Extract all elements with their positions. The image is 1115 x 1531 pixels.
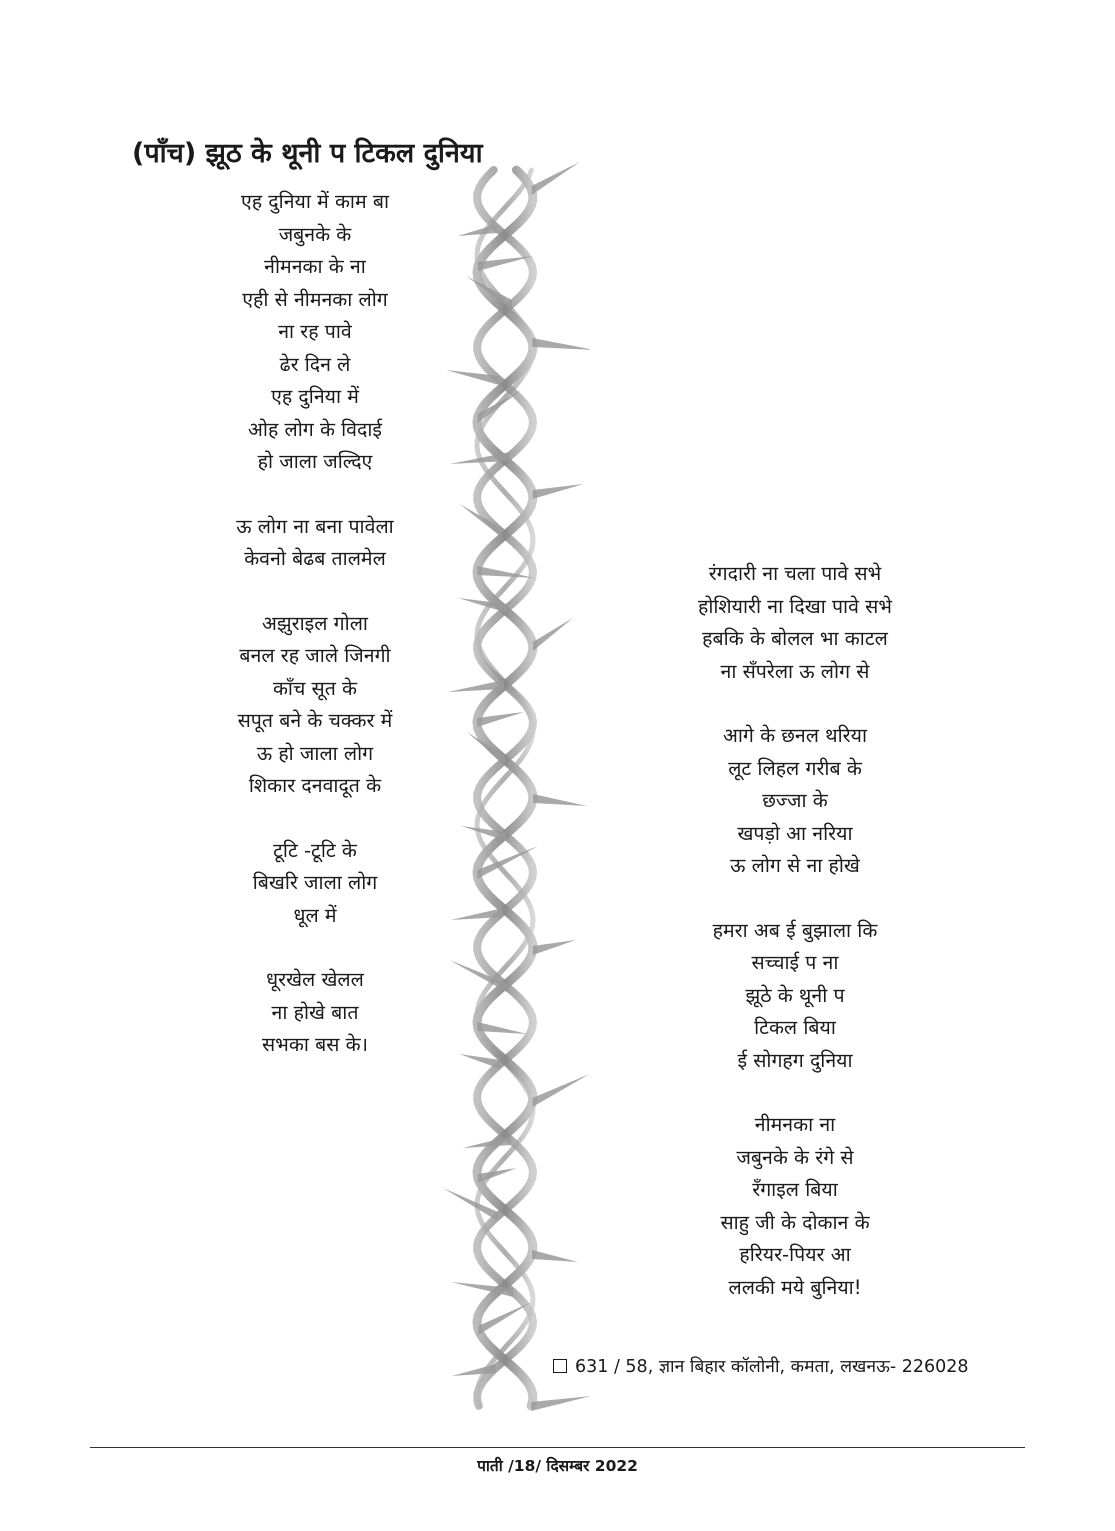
- poem-stanza: [630, 720, 960, 883]
- poem-line: एह दुनिया में: [271, 385, 359, 408]
- poem-line: सभका बस के।: [262, 1033, 368, 1056]
- poem-stanza: [150, 964, 480, 1062]
- poem-stanza: [630, 558, 960, 688]
- poem-stanza: [630, 1109, 960, 1304]
- poem-stanza: [630, 915, 960, 1078]
- poem-line: सपूत बने के चक्कर में: [237, 709, 393, 732]
- poem-line: नीमनका के ना: [264, 255, 366, 278]
- poem-line: झूठे के थूनी प: [745, 983, 845, 1007]
- poem-line: एह दुनिया में काम बा: [240, 190, 390, 213]
- page-footer: पाती /18/ दिसम्बर 2022: [477, 1457, 638, 1475]
- poem-line: टिकल बिया: [754, 1016, 836, 1039]
- footer-divider: [90, 1447, 1025, 1448]
- poem-line: ई सोगहग दुनिया: [737, 1048, 853, 1072]
- poem-title: (पाँच) झूठ के थूनी प टिकल दुनिया: [132, 138, 483, 169]
- poem-line: जबुनके के रंगे से: [736, 1145, 854, 1169]
- poem-line: हबकि के बोलल भा काटल: [702, 627, 888, 650]
- poem-line: आगे के छनल थरिया: [722, 724, 868, 747]
- poem-line: ओह लोग के विदाई: [248, 417, 382, 441]
- author-address: [553, 1354, 969, 1378]
- poem-line: ऊ हो जाला लोग: [256, 741, 374, 765]
- poem-line: ना होखे बात: [271, 1000, 359, 1024]
- poem-line: रंगदारी ना चला पावे सभे: [708, 562, 882, 585]
- poem-line: हरियर-पियर आ: [739, 1243, 851, 1266]
- poem-line: साहु जी के दोकान के: [720, 1210, 870, 1234]
- poem-left-column: [150, 186, 480, 1094]
- poem-line: धूल में: [293, 903, 337, 927]
- poem-line: ना रह पावे: [278, 320, 352, 343]
- poem-line: अझुराइल गोला: [262, 611, 368, 635]
- poem-line: रँगाइल बिया: [752, 1178, 838, 1201]
- poem-line: केवनो बेढब तालमेल: [244, 547, 386, 570]
- square-bullet-icon: [553, 1359, 567, 1373]
- poem-stanza: [150, 186, 480, 479]
- poem-line: हमरा अब ई बुझाला कि: [712, 918, 878, 942]
- poem-line: ना सँपरेला ऊ लोग से: [720, 659, 870, 683]
- poem-line: सच्चाई प ना: [751, 951, 839, 974]
- poem-line: जबुनके के: [278, 222, 352, 246]
- address-text: 631 / 58, ज्ञान बिहार कॉलोनी, कमता, लखनऊ- 226028: [575, 1357, 969, 1377]
- poem-right-column: [630, 558, 960, 1336]
- poem-line: धूरखेल खेलल: [266, 968, 364, 991]
- poem-line: ललकी मये बुनिया!: [728, 1275, 862, 1299]
- poem-line: काँच सूत के: [272, 676, 358, 700]
- poem-line: ऊ लोग से ना होखे: [730, 854, 860, 877]
- poem-line: बनल रह जाले जिनगी: [239, 644, 391, 667]
- poem-line: खपड़ो आ नरिया: [737, 821, 853, 845]
- poem-line: एही से नीमनका लोग: [242, 287, 388, 311]
- poem-stanza: [150, 835, 480, 933]
- poem-line: लूट लिहल गरीब के: [728, 756, 862, 780]
- poem-line: नीमनका ना: [754, 1113, 836, 1136]
- poem-line: हो जाला जल्दिए: [257, 450, 373, 473]
- poem-line: होशियारी ना दिखा पावे सभे: [697, 594, 893, 618]
- poem-line: टूटि -टूटि के: [273, 838, 357, 862]
- poem-line: छज्जा के: [762, 789, 828, 812]
- poem-stanza: [150, 608, 480, 803]
- poem-line: ऊ लोग ना बना पावेला: [236, 514, 394, 538]
- poem-stanza: [150, 511, 480, 576]
- poem-line: शिकार दनवादूत के: [248, 774, 382, 797]
- poem-line: ढेर दिन ले: [279, 352, 351, 376]
- poem-line: बिखरि जाला लोग: [252, 871, 378, 894]
